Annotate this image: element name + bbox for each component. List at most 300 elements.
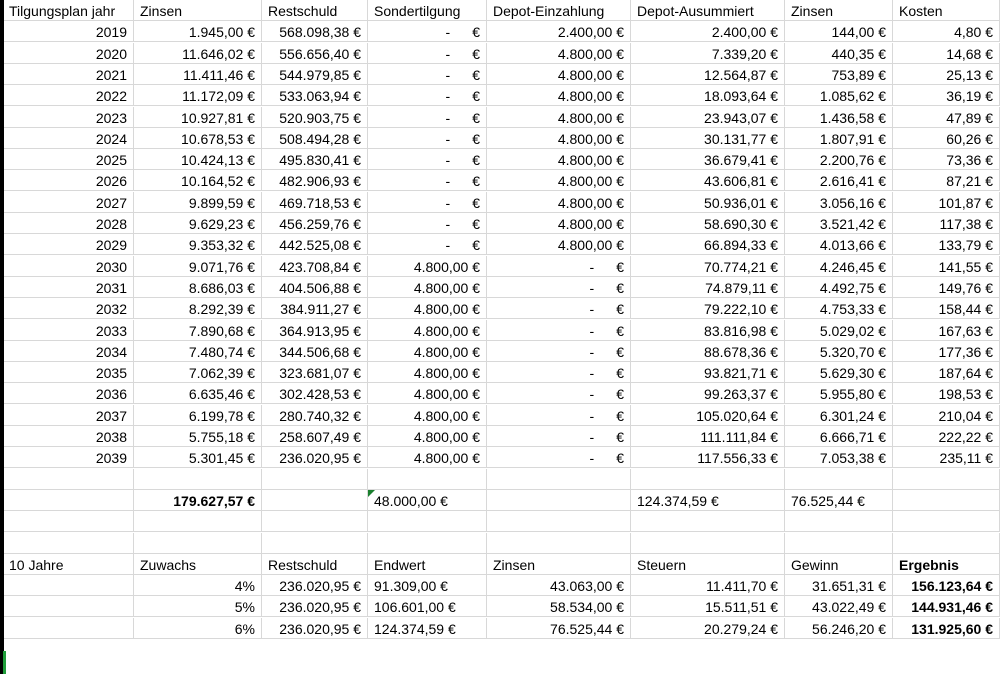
- empty-cell[interactable]: [893, 469, 1000, 490]
- total-restschuld[interactable]: [262, 490, 368, 511]
- scenario-cell-period[interactable]: [3, 596, 134, 617]
- cell-sondertilgung[interactable]: [368, 149, 487, 170]
- empty-cell[interactable]: [3, 511, 134, 532]
- cell-depot-ausummiert[interactable]: 111.111,84 €: [631, 426, 785, 447]
- cell-depot-einzahlung[interactable]: 4.800,00 €: [487, 170, 631, 191]
- table-row: [0, 426, 1000, 447]
- cell-sondertilgung[interactable]: [368, 107, 487, 128]
- zero-dash: -: [589, 429, 595, 445]
- cell-restschuld[interactable]: 258.607,49 €: [262, 426, 368, 447]
- scenario-cell-steuern[interactable]: 11.411,70 €: [631, 575, 785, 596]
- cell-depot-einzahlung[interactable]: [487, 341, 631, 362]
- scenario-header-restschuld[interactable]: Restschuld: [262, 554, 368, 575]
- cell-zinsen[interactable]: 11.646,02 €: [134, 43, 262, 64]
- empty-cell[interactable]: [3, 469, 134, 490]
- cell-restschuld[interactable]: 544.979,85 €: [262, 64, 368, 85]
- cell-restschuld[interactable]: 495.830,41 €: [262, 149, 368, 170]
- table-row: [0, 213, 1000, 234]
- scenario-cell-zuwachs[interactable]: 6%: [134, 618, 262, 639]
- cell-sondertilgung[interactable]: [368, 43, 487, 64]
- cell-kosten[interactable]: 73,36 €: [893, 149, 1000, 170]
- empty-cell[interactable]: [368, 533, 487, 554]
- cell-depot-einzahlung[interactable]: 2.400,00 €: [487, 21, 631, 42]
- scenario-header-zinsen[interactable]: Zinsen: [487, 554, 631, 575]
- table-row: [0, 21, 1000, 42]
- scenario-cell-period[interactable]: [3, 575, 134, 596]
- total-zinsen[interactable]: 179.627,57 €: [134, 490, 262, 511]
- currency-symbol: €: [472, 109, 480, 126]
- cell-sondertilgung[interactable]: 4.800,00 €: [368, 447, 487, 468]
- cell-depot-einzahlung[interactable]: 4.800,00 €: [487, 85, 631, 106]
- scenario-cell-zuwachs[interactable]: 4%: [134, 575, 262, 596]
- empty-cell[interactable]: [785, 533, 893, 554]
- cell-depot-ausummiert[interactable]: 105.020,64 €: [631, 405, 785, 426]
- table-row: [0, 234, 1000, 255]
- cell-sondertilgung[interactable]: 4.800,00 €: [368, 341, 487, 362]
- cell-sondertilgung[interactable]: [368, 21, 487, 42]
- zero-dash: -: [445, 109, 451, 126]
- cell-restschuld[interactable]: 280.740,32 €: [262, 405, 368, 426]
- cell-year[interactable]: 2035: [3, 362, 134, 383]
- empty-cell[interactable]: [262, 469, 368, 490]
- cell-kosten[interactable]: 117,38 €: [893, 213, 1000, 234]
- cell-depot-zinsen[interactable]: 2.200,76 €: [785, 149, 893, 170]
- cell-kosten[interactable]: 235,11 €: [893, 447, 1000, 468]
- zero-dash: -: [589, 301, 595, 318]
- scenario-header-steuern[interactable]: Steuern: [631, 554, 785, 575]
- scenario-cell-period[interactable]: [3, 618, 134, 639]
- header-depot-einzahlung[interactable]: Depot-Einzahlung: [487, 0, 631, 21]
- cell-kosten[interactable]: 187,64 €: [893, 362, 1000, 383]
- table-row: [0, 341, 1000, 362]
- cell-kosten[interactable]: 133,79 €: [893, 234, 1000, 255]
- comment-marker-icon: [368, 490, 375, 497]
- scenario-row: [0, 596, 1000, 617]
- cell-depot-einzahlung[interactable]: [487, 362, 631, 383]
- empty-cell[interactable]: [631, 469, 785, 490]
- cell-depot-einzahlung[interactable]: [487, 320, 631, 341]
- scenario-cell-zinsen[interactable]: 58.534,00 €: [487, 596, 631, 617]
- empty-cell[interactable]: [487, 533, 631, 554]
- cell-depot-einzahlung[interactable]: [487, 277, 631, 298]
- empty-cell[interactable]: [893, 533, 1000, 554]
- zero-dash: -: [589, 450, 595, 467]
- window-edge: [0, 0, 4, 674]
- cell-year[interactable]: 2020: [3, 43, 134, 64]
- header-zinsen[interactable]: Zinsen: [134, 0, 262, 21]
- empty-cell[interactable]: [368, 469, 487, 490]
- zero-dash: -: [445, 152, 451, 169]
- cell-sondertilgung[interactable]: [368, 85, 487, 106]
- currency-symbol: €: [616, 258, 624, 275]
- cell-year[interactable]: 2028: [3, 213, 134, 234]
- empty-cell[interactable]: [487, 511, 631, 532]
- cell-depot-einzahlung[interactable]: [487, 426, 631, 447]
- currency-symbol: €: [616, 429, 624, 445]
- cell-depot-einzahlung[interactable]: 4.800,00 €: [487, 234, 631, 255]
- cell-year[interactable]: 2021: [3, 64, 134, 85]
- cell-zinsen[interactable]: 7.890,68 €: [134, 320, 262, 341]
- table-row: [0, 362, 1000, 383]
- cell-year[interactable]: 2025: [3, 149, 134, 170]
- cell-zinsen[interactable]: 1.945,00 €: [134, 21, 262, 42]
- cell-zinsen[interactable]: 6.635,46 €: [134, 383, 262, 404]
- cell-depot-zinsen[interactable]: 1.085,62 €: [785, 85, 893, 106]
- cell-depot-zinsen[interactable]: 7.053,38 €: [785, 447, 893, 468]
- cell-kosten[interactable]: 87,21 €: [893, 170, 1000, 191]
- cell-year[interactable]: 2019: [3, 21, 134, 42]
- cell-depot-einzahlung[interactable]: 4.800,00 €: [487, 149, 631, 170]
- cell-sondertilgung[interactable]: 4.800,00 €: [368, 277, 487, 298]
- cell-sondertilgung[interactable]: 4.800,00 €: [368, 405, 487, 426]
- zero-dash: -: [445, 88, 451, 105]
- scenario-cell-ergebnis[interactable]: 156.123,64 €: [893, 575, 1000, 596]
- cell-depot-ausummiert[interactable]: 12.564,87 €: [631, 64, 785, 85]
- scenario-cell-zuwachs[interactable]: 5%: [134, 596, 262, 617]
- zero-dash: -: [445, 130, 451, 147]
- cell-zinsen[interactable]: 9.899,59 €: [134, 192, 262, 213]
- currency-symbol: €: [472, 173, 480, 190]
- cell-depot-zinsen[interactable]: 6.666,71 €: [785, 426, 893, 447]
- cell-year[interactable]: 2027: [3, 192, 134, 213]
- table-row: [0, 192, 1000, 213]
- cell-zinsen[interactable]: 8.686,03 €: [134, 277, 262, 298]
- scenario-row: [0, 618, 1000, 639]
- cell-depot-ausummiert[interactable]: 23.943,07 €: [631, 107, 785, 128]
- cell-year[interactable]: 2036: [3, 383, 134, 404]
- zero-dash: -: [589, 365, 595, 382]
- total-depot-einzahlung[interactable]: [487, 490, 631, 511]
- cell-sondertilgung[interactable]: 4.800,00 €: [368, 298, 487, 319]
- currency-symbol: €: [616, 301, 624, 318]
- cell-sondertilgung[interactable]: 4.800,00 €: [368, 256, 487, 277]
- cell-kosten[interactable]: 222,22 €: [893, 426, 1000, 447]
- table-row: [0, 85, 1000, 106]
- cell-restschuld[interactable]: 568.098,38 €: [262, 21, 368, 42]
- empty-cell[interactable]: [262, 511, 368, 532]
- cell-sondertilgung[interactable]: [368, 213, 487, 234]
- cell-kosten[interactable]: 25,13 €: [893, 64, 1000, 85]
- cell-zinsen[interactable]: 5.755,18 €: [134, 426, 262, 447]
- empty-row: [0, 533, 1000, 554]
- cell-zinsen[interactable]: 9.071,76 €: [134, 256, 262, 277]
- cell-depot-einzahlung[interactable]: [487, 298, 631, 319]
- cell-sondertilgung[interactable]: [368, 192, 487, 213]
- cell-depot-ausummiert[interactable]: 18.093,64 €: [631, 85, 785, 106]
- header-year[interactable]: Tilgungsplan jahr: [3, 0, 134, 21]
- cell-depot-zinsen[interactable]: 1.807,91 €: [785, 128, 893, 149]
- zero-dash: -: [589, 343, 595, 360]
- cell-depot-zinsen[interactable]: 5.029,02 €: [785, 320, 893, 341]
- cell-depot-ausummiert[interactable]: 79.222,10 €: [631, 298, 785, 319]
- cell-restschuld[interactable]: 302.428,53 €: [262, 383, 368, 404]
- header-restschuld[interactable]: Restschuld: [262, 0, 368, 21]
- cell-year[interactable]: 2037: [3, 405, 134, 426]
- scenario-cell-gewinn[interactable]: 56.246,20 €: [785, 618, 893, 639]
- cell-restschuld[interactable]: 323.681,07 €: [262, 362, 368, 383]
- cell-depot-einzahlung[interactable]: 4.800,00 €: [487, 107, 631, 128]
- cell-year[interactable]: 2029: [3, 234, 134, 255]
- empty-cell[interactable]: [262, 533, 368, 554]
- cell-year[interactable]: 2039: [3, 447, 134, 468]
- empty-cell[interactable]: [785, 511, 893, 532]
- scenario-cell-ergebnis[interactable]: 144.931,46 €: [893, 596, 1000, 617]
- table-row: [0, 256, 1000, 277]
- cell-year[interactable]: 2024: [3, 128, 134, 149]
- cell-depot-einzahlung[interactable]: [487, 447, 631, 468]
- cell-depot-zinsen[interactable]: 3.056,16 €: [785, 192, 893, 213]
- empty-cell[interactable]: [487, 469, 631, 490]
- scenario-cell-endwert[interactable]: 106.601,00 €: [368, 596, 487, 617]
- scenario-cell-zinsen[interactable]: 43.063,00 €: [487, 575, 631, 596]
- zero-dash: -: [445, 66, 451, 83]
- cell-restschuld[interactable]: 556.656,40 €: [262, 43, 368, 64]
- cell-restschuld[interactable]: 533.063,94 €: [262, 85, 368, 106]
- cell-kosten[interactable]: 60,26 €: [893, 128, 1000, 149]
- cell-restschuld[interactable]: 236.020,95 €: [262, 447, 368, 468]
- zero-dash: -: [445, 24, 451, 41]
- empty-cell[interactable]: [893, 511, 1000, 532]
- zero-dash: -: [589, 386, 595, 403]
- cell-year[interactable]: 2023: [3, 107, 134, 128]
- currency-symbol: €: [472, 194, 480, 211]
- scenario-cell-gewinn[interactable]: 31.651,31 €: [785, 575, 893, 596]
- cell-depot-ausummiert[interactable]: 70.774,21 €: [631, 256, 785, 277]
- cell-restschuld[interactable]: 508.494,28 €: [262, 128, 368, 149]
- cell-kosten[interactable]: 158,44 €: [893, 298, 1000, 319]
- cell-depot-zinsen[interactable]: 4.753,33 €: [785, 298, 893, 319]
- cell-sondertilgung[interactable]: 4.800,00 €: [368, 426, 487, 447]
- cell-year[interactable]: 2034: [3, 341, 134, 362]
- empty-cell[interactable]: [3, 533, 134, 554]
- cell-depot-ausummiert[interactable]: 7.339,20 €: [631, 43, 785, 64]
- cell-year[interactable]: 2033: [3, 320, 134, 341]
- table-row: [0, 320, 1000, 341]
- cell-kosten[interactable]: 4,80 €: [893, 21, 1000, 42]
- cell-year[interactable]: 2030: [3, 256, 134, 277]
- zero-dash: -: [445, 173, 451, 190]
- cell-depot-zinsen[interactable]: 5.955,80 €: [785, 383, 893, 404]
- scenario-cell-endwert[interactable]: 124.374,59 €: [368, 618, 487, 639]
- cell-zinsen[interactable]: 7.062,39 €: [134, 362, 262, 383]
- totals-row: [0, 490, 1000, 511]
- cell-depot-ausummiert[interactable]: 58.690,30 €: [631, 213, 785, 234]
- cell-year[interactable]: 2038: [3, 426, 134, 447]
- empty-cell[interactable]: [134, 511, 262, 532]
- cell-kosten[interactable]: 177,36 €: [893, 341, 1000, 362]
- cell-zinsen[interactable]: 11.172,09 €: [134, 85, 262, 106]
- cell-kosten[interactable]: 210,04 €: [893, 405, 1000, 426]
- currency-symbol: €: [616, 450, 624, 467]
- cell-depot-zinsen[interactable]: 5.320,70 €: [785, 341, 893, 362]
- selection-indicator: [3, 651, 6, 674]
- cell-restschuld[interactable]: 456.259,76 €: [262, 213, 368, 234]
- cell-kosten[interactable]: 198,53 €: [893, 383, 1000, 404]
- cell-kosten[interactable]: 47,89 €: [893, 107, 1000, 128]
- header-row: [0, 0, 1000, 21]
- currency-symbol: €: [472, 66, 480, 83]
- cell-depot-zinsen[interactable]: 1.436,58 €: [785, 107, 893, 128]
- currency-symbol: €: [616, 322, 624, 339]
- cell-kosten[interactable]: 14,68 €: [893, 43, 1000, 64]
- cell-depot-zinsen[interactable]: 4.013,66 €: [785, 234, 893, 255]
- cell-sondertilgung[interactable]: 4.800,00 €: [368, 362, 487, 383]
- scenario-row: [0, 575, 1000, 596]
- cell-sondertilgung[interactable]: 4.800,00 €: [368, 383, 487, 404]
- total-sondertilgung[interactable]: 48.000,00 €: [368, 490, 487, 511]
- header-sondertilgung[interactable]: Sondertilgung: [368, 0, 487, 21]
- header-depot-zinsen[interactable]: Zinsen: [785, 0, 893, 21]
- empty-cell[interactable]: [785, 469, 893, 490]
- cell-year[interactable]: 2026: [3, 170, 134, 191]
- cell-year[interactable]: 2031: [3, 277, 134, 298]
- cell-restschuld[interactable]: 384.911,27 €: [262, 298, 368, 319]
- zero-dash: -: [589, 322, 595, 339]
- scenario-header-endwert[interactable]: Endwert: [368, 554, 487, 575]
- scenario-header-zuwachs[interactable]: Zuwachs: [134, 554, 262, 575]
- cell-depot-ausummiert[interactable]: 117.556,33 €: [631, 447, 785, 468]
- scenario-header-period[interactable]: 10 Jahre: [3, 554, 134, 575]
- cell-depot-zinsen[interactable]: 2.616,41 €: [785, 170, 893, 191]
- cell-depot-zinsen[interactable]: 440,35 €: [785, 43, 893, 64]
- cell-zinsen[interactable]: 9.629,23 €: [134, 213, 262, 234]
- cell-kosten[interactable]: 167,63 €: [893, 320, 1000, 341]
- cell-depot-ausummiert[interactable]: 93.821,71 €: [631, 362, 785, 383]
- cell-kosten[interactable]: 141,55 €: [893, 256, 1000, 277]
- table-row: [0, 405, 1000, 426]
- total-kosten[interactable]: [893, 490, 1000, 511]
- cell-depot-ausummiert[interactable]: 88.678,36 €: [631, 341, 785, 362]
- scenario-cell-endwert[interactable]: 91.309,00 €: [368, 575, 487, 596]
- currency-symbol: €: [472, 237, 480, 254]
- cell-restschuld[interactable]: 469.718,53 €: [262, 192, 368, 213]
- cell-zinsen[interactable]: 11.411,46 €: [134, 64, 262, 85]
- cell-depot-ausummiert[interactable]: 83.816,98 €: [631, 320, 785, 341]
- zero-dash: -: [445, 237, 451, 254]
- cell-sondertilgung[interactable]: 4.800,00 €: [368, 320, 487, 341]
- cell-zinsen[interactable]: 10.678,53 €: [134, 128, 262, 149]
- cell-zinsen[interactable]: 7.480,74 €: [134, 341, 262, 362]
- cell-depot-einzahlung[interactable]: [487, 405, 631, 426]
- zero-dash: -: [445, 194, 451, 211]
- cell-depot-einzahlung[interactable]: 4.800,00 €: [487, 43, 631, 64]
- table-row: [0, 149, 1000, 170]
- scenario-header-gewinn[interactable]: Gewinn: [785, 554, 893, 575]
- cell-depot-ausummiert[interactable]: 74.879,11 €: [631, 277, 785, 298]
- cell-depot-zinsen[interactable]: 6.301,24 €: [785, 405, 893, 426]
- empty-cell[interactable]: [368, 511, 487, 532]
- cell-zinsen[interactable]: 5.301,45 €: [134, 447, 262, 468]
- cell-zinsen[interactable]: 10.927,81 €: [134, 107, 262, 128]
- cell-restschuld[interactable]: 364.913,95 €: [262, 320, 368, 341]
- total-year[interactable]: [3, 490, 134, 511]
- cell-depot-einzahlung[interactable]: 4.800,00 €: [487, 213, 631, 234]
- scenario-cell-restschuld[interactable]: 236.020,95 €: [262, 618, 368, 639]
- scenario-cell-zinsen[interactable]: 76.525,44 €: [487, 618, 631, 639]
- scenario-cell-restschuld[interactable]: 236.020,95 €: [262, 596, 368, 617]
- cell-zinsen[interactable]: 10.424,13 €: [134, 149, 262, 170]
- table-row: [0, 298, 1000, 319]
- cell-restschuld[interactable]: 423.708,84 €: [262, 256, 368, 277]
- currency-symbol: €: [472, 152, 480, 169]
- zero-dash: -: [445, 45, 451, 62]
- cell-zinsen[interactable]: 10.164,52 €: [134, 170, 262, 191]
- empty-cell[interactable]: [631, 511, 785, 532]
- cell-year[interactable]: 2022: [3, 85, 134, 106]
- cell-sondertilgung[interactable]: [368, 64, 487, 85]
- scenario-cell-steuern[interactable]: 15.511,51 €: [631, 596, 785, 617]
- scenario-cell-ergebnis[interactable]: 131.925,60 €: [893, 618, 1000, 639]
- currency-symbol: €: [616, 386, 624, 403]
- cell-restschuld[interactable]: 404.506,88 €: [262, 277, 368, 298]
- scenario-cell-restschuld[interactable]: 236.020,95 €: [262, 575, 368, 596]
- empty-cell[interactable]: [631, 533, 785, 554]
- cell-depot-zinsen[interactable]: 5.629,30 €: [785, 362, 893, 383]
- cell-restschuld[interactable]: 344.506,68 €: [262, 341, 368, 362]
- currency-symbol: €: [616, 279, 624, 296]
- cell-restschuld[interactable]: 520.903,75 €: [262, 107, 368, 128]
- scenario-header-row: [0, 554, 1000, 575]
- cell-sondertilgung[interactable]: [368, 170, 487, 191]
- cell-depot-ausummiert[interactable]: 66.894,33 €: [631, 234, 785, 255]
- cell-depot-zinsen[interactable]: 144,00 €: [785, 21, 893, 42]
- cell-depot-ausummiert[interactable]: 36.679,41 €: [631, 149, 785, 170]
- cell-depot-einzahlung[interactable]: [487, 256, 631, 277]
- cell-depot-einzahlung[interactable]: 4.800,00 €: [487, 64, 631, 85]
- cell-year[interactable]: 2032: [3, 298, 134, 319]
- cell-restschuld[interactable]: 442.525,08 €: [262, 234, 368, 255]
- table-row: [0, 107, 1000, 128]
- zero-dash: -: [589, 279, 595, 296]
- cell-zinsen[interactable]: 6.199,78 €: [134, 405, 262, 426]
- cell-kosten[interactable]: 101,87 €: [893, 192, 1000, 213]
- cell-depot-zinsen[interactable]: 4.492,75 €: [785, 277, 893, 298]
- total-depot-ausummiert[interactable]: 124.374,59 €: [631, 490, 785, 511]
- currency-symbol: €: [616, 343, 624, 360]
- cell-depot-ausummiert[interactable]: 30.131,77 €: [631, 128, 785, 149]
- cell-kosten[interactable]: 36,19 €: [893, 85, 1000, 106]
- cell-sondertilgung[interactable]: [368, 234, 487, 255]
- cell-depot-zinsen[interactable]: 753,89 €: [785, 64, 893, 85]
- empty-cell[interactable]: [134, 469, 262, 490]
- total-depot-zinsen[interactable]: 76.525,44 €: [785, 490, 893, 511]
- zero-dash: -: [589, 258, 595, 275]
- cell-zinsen[interactable]: 9.353,32 €: [134, 234, 262, 255]
- cell-sondertilgung[interactable]: [368, 128, 487, 149]
- cell-depot-ausummiert[interactable]: 43.606,81 €: [631, 170, 785, 191]
- currency-symbol: €: [616, 365, 624, 382]
- cell-depot-einzahlung[interactable]: 4.800,00 €: [487, 128, 631, 149]
- cell-depot-einzahlung[interactable]: 4.800,00 €: [487, 192, 631, 213]
- cell-kosten[interactable]: 149,76 €: [893, 277, 1000, 298]
- cell-zinsen[interactable]: 8.292,39 €: [134, 298, 262, 319]
- cell-depot-ausummiert[interactable]: 2.400,00 €: [631, 21, 785, 42]
- header-kosten[interactable]: Kosten: [893, 0, 1000, 21]
- cell-depot-ausummiert[interactable]: 99.263,37 €: [631, 383, 785, 404]
- table-row: [0, 383, 1000, 404]
- cell-restschuld[interactable]: 482.906,93 €: [262, 170, 368, 191]
- scenario-header-ergebnis[interactable]: Ergebnis: [893, 554, 1000, 575]
- scenario-cell-gewinn[interactable]: 43.022,49 €: [785, 596, 893, 617]
- scenario-cell-steuern[interactable]: 20.279,24 €: [631, 618, 785, 639]
- empty-cell[interactable]: [134, 533, 262, 554]
- header-depot-ausummiert[interactable]: Depot-Ausummiert: [631, 0, 785, 21]
- cell-depot-ausummiert[interactable]: 50.936,01 €: [631, 192, 785, 213]
- table-row: [0, 170, 1000, 191]
- cell-depot-einzahlung[interactable]: [487, 383, 631, 404]
- cell-depot-zinsen[interactable]: 4.246,45 €: [785, 256, 893, 277]
- cell-depot-zinsen[interactable]: 3.521,42 €: [785, 213, 893, 234]
